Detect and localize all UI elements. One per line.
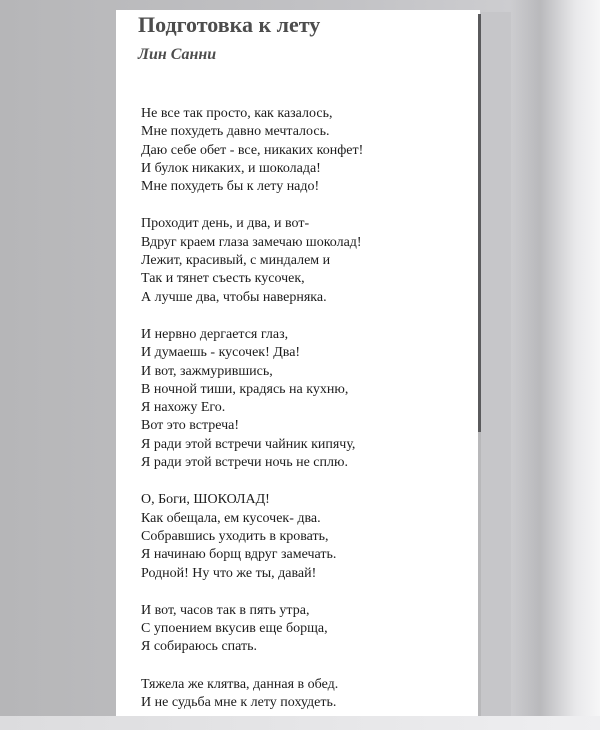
poem-line: Я ради этой встречи ночь не сплю. bbox=[141, 455, 348, 471]
poem-line: Так и тянет съесть кусочек, bbox=[141, 271, 305, 287]
poem-stanza bbox=[141, 215, 471, 306]
poem-line: И думаешь - кусочек! Два! bbox=[141, 345, 301, 361]
poem-line: Не все так просто, как казалось, bbox=[141, 106, 333, 121]
poem-title: Подготовка к лету bbox=[138, 12, 321, 37]
poem-stanza bbox=[141, 602, 471, 657]
poem-line: Я начинаю борщ вдруг замечать. bbox=[141, 547, 337, 563]
poem-stanza bbox=[141, 105, 471, 196]
poem-line: Вдруг краем глаза замечаю шоколад! bbox=[141, 234, 362, 250]
poem-line: С упоением вкусив еще борща, bbox=[141, 621, 328, 637]
poem-line: Собравшись уходить в кровать, bbox=[141, 528, 329, 544]
poem-line: Родной! Ну что же ты, давай! bbox=[141, 565, 317, 581]
poem-line: А лучше два, чтобы наверняка. bbox=[141, 289, 327, 305]
poem-body bbox=[141, 105, 471, 731]
poem-line: Даю себе обет - все, никаких конфет! bbox=[141, 142, 364, 158]
poem-line: И не судьба мне к лету похудеть. bbox=[141, 695, 337, 711]
poem-author: Лин Санни bbox=[138, 46, 217, 63]
poem-line: Мне похудеть давно мечталось. bbox=[141, 124, 330, 140]
poem-line: Проходит день, и два, и вот- bbox=[141, 216, 310, 232]
poem-line: Я ради этой встречи чайник кипячу, bbox=[141, 436, 356, 452]
side-panel bbox=[481, 12, 511, 716]
page-edge-shadow-lower bbox=[478, 432, 481, 716]
poem-line: И вот, часов так в пять утра, bbox=[141, 602, 310, 618]
poem-line: Я нахожу Его. bbox=[141, 400, 226, 416]
poem-line: И булок никаких, и шоколада! bbox=[141, 160, 321, 176]
poem-line: Я собираюсь спать. bbox=[141, 639, 257, 655]
poem-stanza bbox=[141, 326, 471, 472]
poem-line: Тяжела же клятва, данная в обед. bbox=[141, 676, 339, 692]
poem-line: И вот, зажмурившись, bbox=[141, 363, 273, 379]
poem-line: В ночной тиши, крадясь на кухню, bbox=[141, 381, 349, 397]
poem-line: Как обещала, ем кусочек- два. bbox=[141, 510, 321, 526]
poem-line: Лежит, красивый, с миндалем и bbox=[141, 253, 331, 269]
page-edge-shadow bbox=[478, 14, 481, 432]
poem-line: Мне похудеть бы к лету надо! bbox=[141, 179, 320, 195]
poem-line: И нервно дергается глаз, bbox=[141, 326, 289, 342]
poem-line: О, Боги, ШОКОЛАД! bbox=[141, 492, 270, 508]
poem-stanza bbox=[141, 676, 471, 713]
poem-line: Вот это встреча! bbox=[141, 418, 240, 434]
poem-stanza bbox=[141, 491, 471, 582]
